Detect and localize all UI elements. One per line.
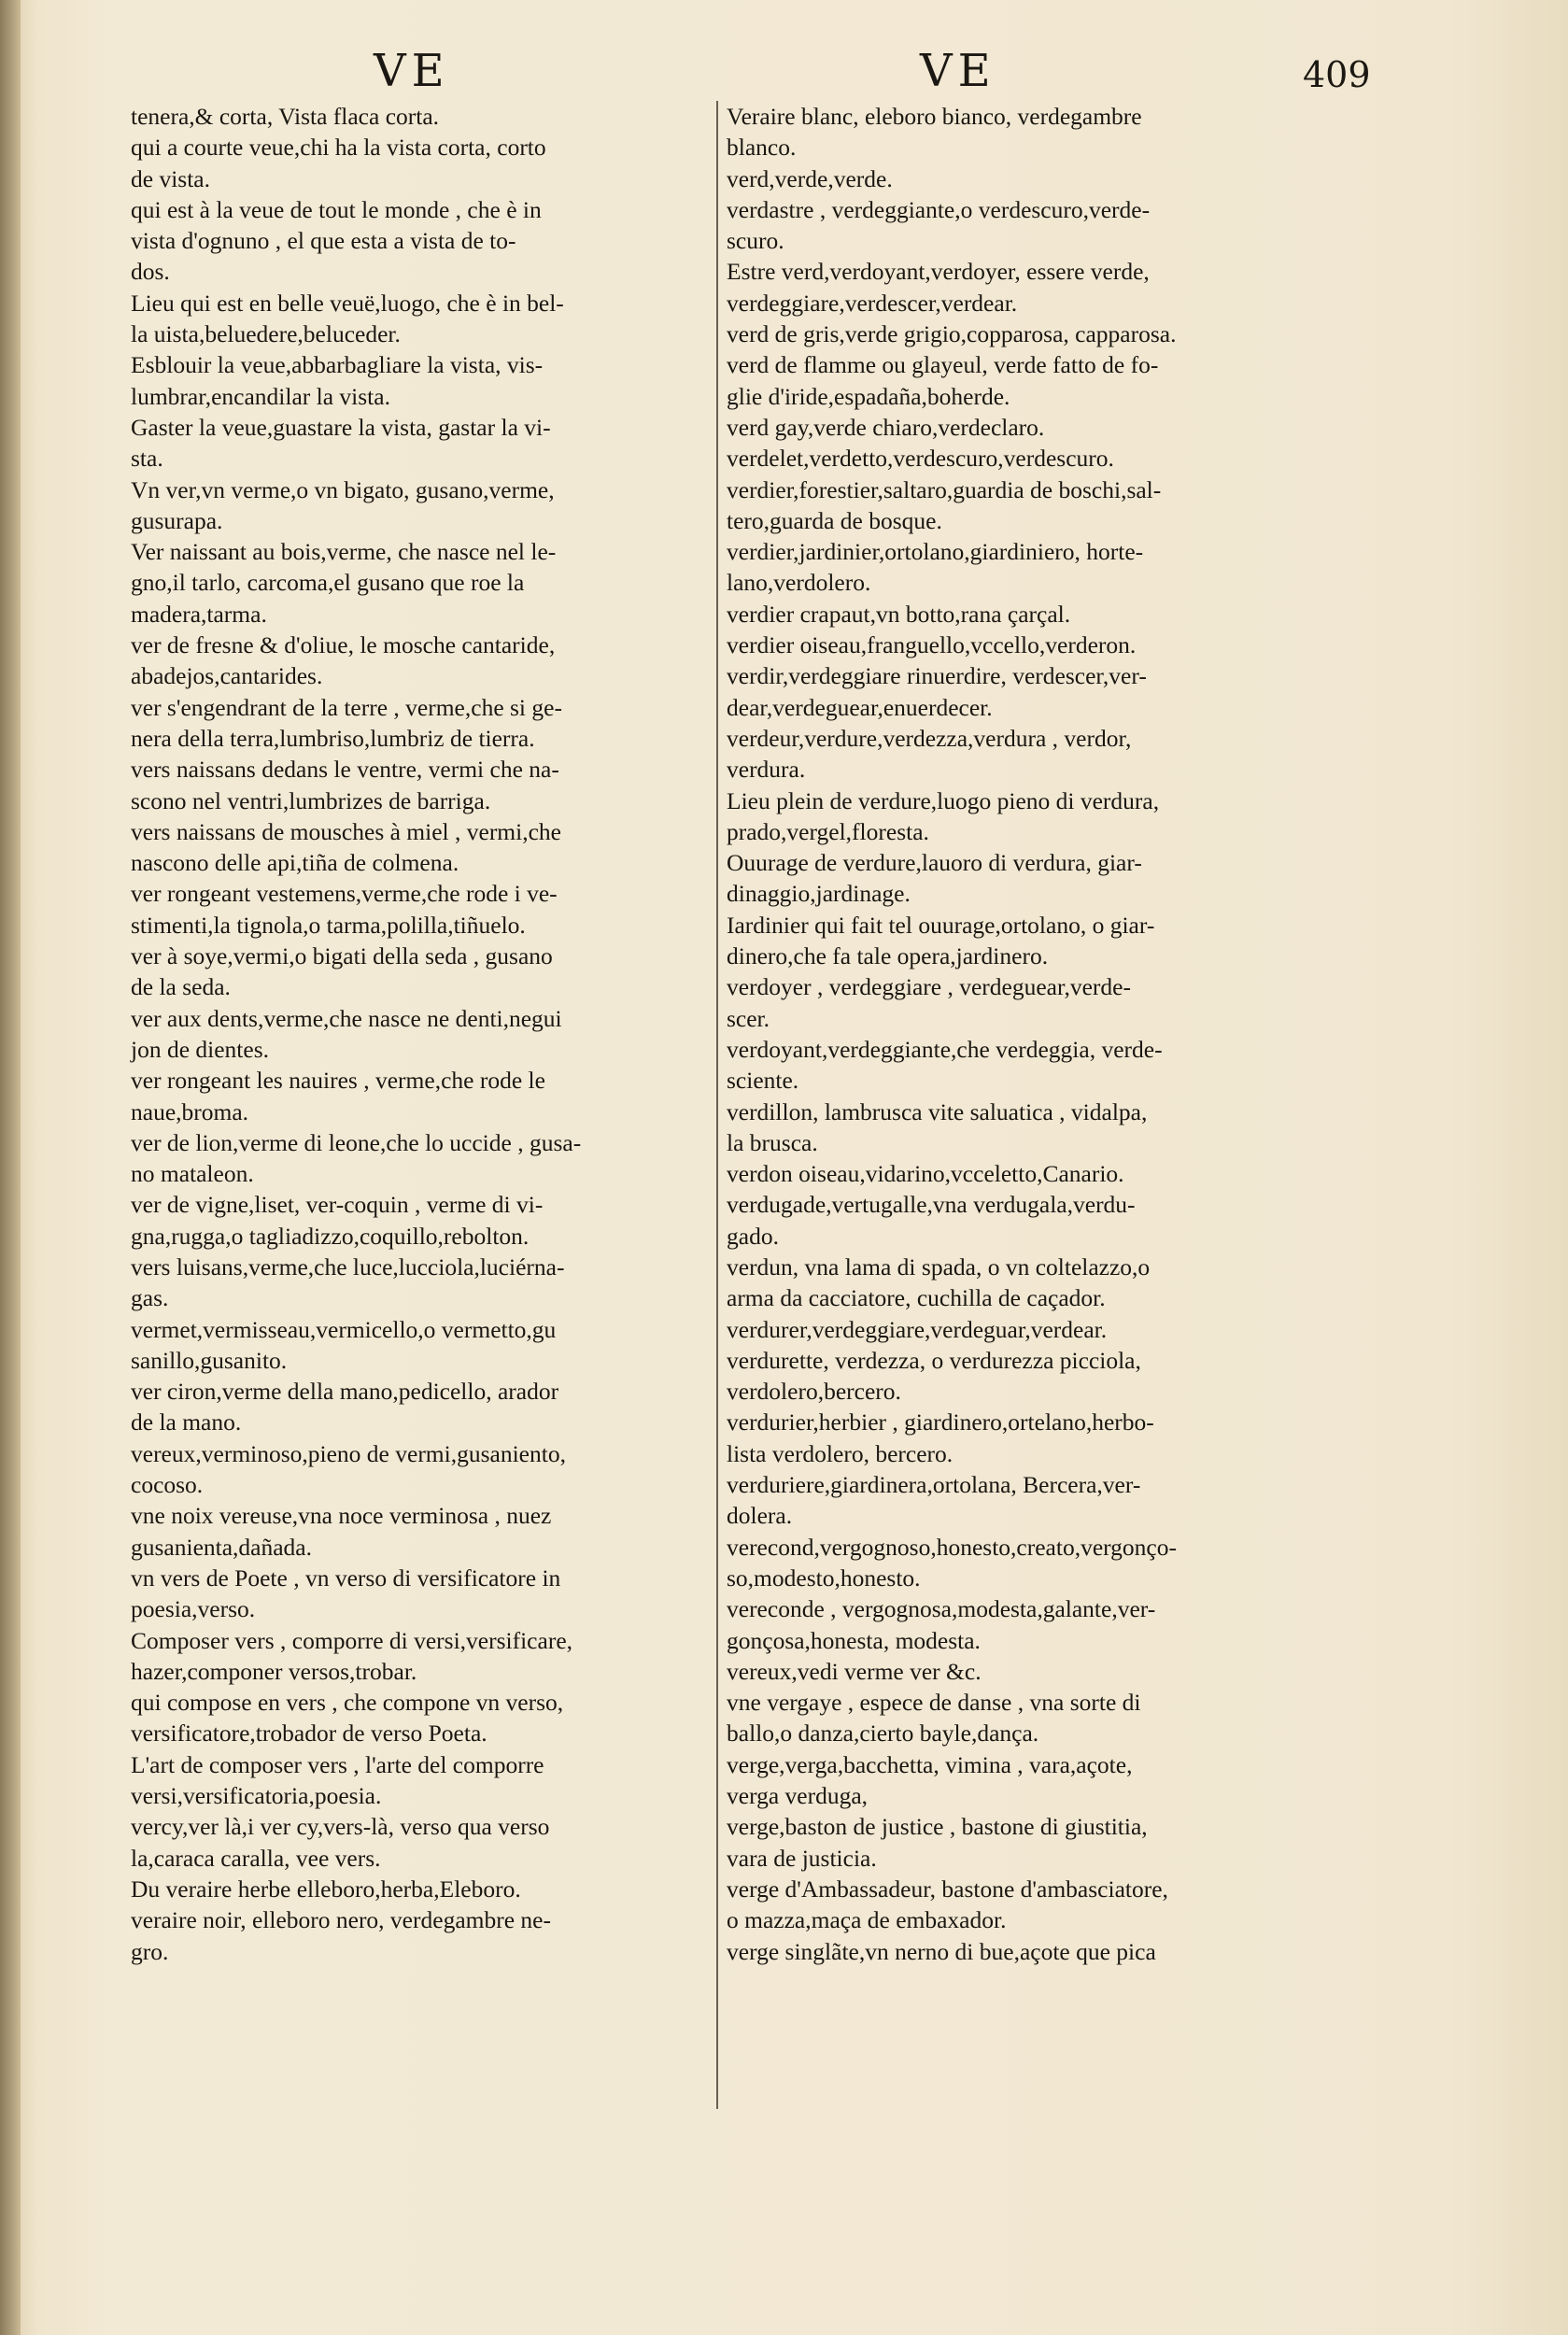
- dictionary-line: vereux,vedi verme ver &c.: [727, 1657, 982, 1685]
- dictionary-line: ver s'engendrant de la terre , verme,che si ge-: [131, 693, 562, 721]
- dictionary-line: verga verduga,: [727, 1782, 869, 1810]
- dictionary-line: verdun, vna lama di spada, o vn coltelazzo,o: [727, 1252, 1151, 1281]
- dictionary-line: verdastre , verdeggiante,o verdescuro,verde-: [727, 195, 1151, 223]
- dictionary-line: versificatore,trobador de verso Poeta.: [131, 1719, 487, 1748]
- dictionary-line: vista d'ognuno , el que esta a vista de to-: [131, 227, 516, 255]
- dictionary-line: Composer vers , comporre di versi,versificare,: [131, 1626, 573, 1654]
- dictionary-line: la,caraca caralla, vee vers.: [131, 1844, 381, 1872]
- dictionary-line: verdolero,bercero.: [727, 1378, 901, 1406]
- dictionary-line: dos.: [131, 258, 170, 286]
- dictionary-line: abadejos,cantarides.: [131, 662, 323, 690]
- dictionary-line: verdeur,verdure,verdezza,verdura , verdor,: [727, 724, 1132, 752]
- dictionary-line: tero,guarda de bosque.: [727, 506, 942, 534]
- dictionary-line: ballo,o danza,cierto bayle,dança.: [727, 1719, 1039, 1748]
- dictionary-line: stimenti,la tignola,o tarma,polilla,tiñuelo.: [131, 911, 526, 939]
- dictionary-line: cocoso.: [131, 1471, 204, 1499]
- dictionary-line: ver de fresne & d'oliue, le mosche cantaride,: [131, 631, 556, 659]
- dictionary-line: verd de gris,verde grigio,copparosa, capparosa.: [727, 320, 1177, 348]
- dictionary-line: jon de dientes.: [131, 1035, 270, 1063]
- dictionary-line: verdurer,verdeggiare,verdeguar,verdear.: [727, 1315, 1108, 1343]
- dictionary-line: verge singlãte,vn nerno di bue,açote que pica: [727, 1937, 1156, 1965]
- dictionary-line: scer.: [727, 1004, 770, 1032]
- dictionary-line: gna,rugga,o tagliadizzo,coquillo,rebolton.: [131, 1222, 530, 1250]
- dictionary-line: vne noix vereuse,vna noce verminosa , nuez: [131, 1502, 552, 1530]
- dictionary-line: ver aux dents,verme,che nasce ne denti,negui: [131, 1004, 562, 1032]
- dictionary-line: gado.: [727, 1222, 779, 1250]
- dictionary-line: vers naissans dedans le ventre, vermi che na-: [131, 756, 559, 784]
- dictionary-line: verdier,forestier,saltaro,guardia de boschi,sal-: [727, 475, 1162, 503]
- dictionary-line: la uista,beluedere,beluceder.: [131, 320, 401, 348]
- dictionary-line: dear,verdeguear,enuerdecer.: [727, 693, 993, 721]
- dictionary-line: vereconde , vergognosa,modesta,galante,ver-: [727, 1595, 1156, 1623]
- dictionary-line: verge,baston de justice , bastone di giustitia,: [727, 1813, 1148, 1841]
- dictionary-line: veraire noir, elleboro nero, verdegambre ne-: [131, 1906, 551, 1934]
- dictionary-line: gas.: [131, 1284, 169, 1312]
- dictionary-line: nera della terra,lumbriso,lumbriz de tierra.: [131, 724, 535, 752]
- dictionary-line: verdura.: [727, 756, 806, 784]
- dictionary-line: verdeggiare,verdescer,verdear.: [727, 289, 1018, 317]
- dictionary-line: hazer,componer versos,trobar.: [131, 1657, 417, 1685]
- dictionary-line: gonçosa,honesta, modesta.: [727, 1626, 981, 1654]
- dictionary-line: ver de lion,verme di leone,che lo uccide , gusa-: [131, 1128, 582, 1156]
- dictionary-line: vn vers de Poete , vn verso di versificatore in: [131, 1564, 561, 1592]
- dictionary-line: sciente.: [727, 1067, 799, 1095]
- dictionary-line: ver à soye,vermi,o bigati della seda , gusano: [131, 942, 553, 970]
- dictionary-line: vers naissans de mousches à miel , vermi,che: [131, 817, 561, 845]
- dictionary-line: lumbrar,encandilar la vista.: [131, 382, 390, 410]
- right-column: [727, 101, 1310, 1967]
- dictionary-line: verdoyant,verdeggiante,che verdeggia, verde-: [727, 1035, 1163, 1063]
- dictionary-line: Iardinier qui fait tel ouurage,ortolano, o giar-: [727, 911, 1155, 939]
- dictionary-line: qui a courte veue,chi ha la vista corta, corto: [131, 134, 546, 162]
- dictionary-line: Ouurage de verdure,lauoro di verdura, giar-: [727, 849, 1142, 877]
- dictionary-line: qui est à la veue de tout le monde , che è in: [131, 195, 542, 223]
- dictionary-line: scuro.: [727, 227, 784, 255]
- dictionary-line: vermet,vermisseau,vermicello,o vermetto,gu: [131, 1315, 557, 1343]
- dictionary-line: vne vergaye , espece de danse , vna sorte di: [727, 1689, 1141, 1717]
- dictionary-line: qui compose en vers , che compone vn verso,: [131, 1689, 564, 1717]
- dictionary-line: naue,broma.: [131, 1097, 249, 1125]
- dictionary-line: verdugade,vertugalle,vna verdugala,verdu-: [727, 1191, 1136, 1219]
- dictionary-line: Esblouir la veue,abbarbagliare la vista, vis-: [131, 351, 544, 379]
- dictionary-line: verecond,vergognoso,honesto,creato,vergonço-: [727, 1533, 1177, 1561]
- dictionary-line: verd de flamme ou glayeul, verde fatto de fo-: [727, 351, 1159, 379]
- dictionary-line: verdier,jardinier,ortolano,giardiniero, horte-: [727, 538, 1144, 566]
- dictionary-line: vereux,verminoso,pieno de vermi,gusaniento,: [131, 1439, 566, 1467]
- dictionary-line: gro.: [131, 1937, 169, 1965]
- dictionary-line: gusanienta,dañada.: [131, 1533, 313, 1561]
- dictionary-line: verdurier,herbier , giardinero,ortelano,herbo-: [727, 1408, 1154, 1436]
- dictionary-line: lano,verdolero.: [727, 569, 871, 597]
- dictionary-line: verdelet,verdetto,verdescuro,verdescuro.: [727, 445, 1114, 473]
- dictionary-line: Lieu qui est en belle veuë,luogo, che è in bel-: [131, 289, 564, 317]
- dictionary-line: ver ciron,verme della mano,pedicello, arador: [131, 1378, 559, 1406]
- dictionary-line: verdoyer , verdeggiare , verdeguear,verde-: [727, 973, 1131, 1001]
- running-head-left: VE: [374, 45, 450, 97]
- dictionary-line: madera,tarma.: [131, 600, 267, 628]
- dictionary-line: Du veraire herbe elleboro,herba,Eleboro.: [131, 1875, 521, 1903]
- dictionary-line: ver rongeant les nauires , verme,che rode le: [131, 1067, 545, 1095]
- dictionary-line: Gaster la veue,guastare la vista, gastar la vi-: [131, 413, 551, 441]
- dictionary-line: verdier oiseau,franguello,vccello,verderon.: [727, 631, 1137, 659]
- dictionary-line: so,modesto,honesto.: [727, 1564, 921, 1592]
- dictionary-line: nascono delle api,tiña de colmena.: [131, 849, 459, 877]
- dictionary-line: Vn ver,vn verme,o vn bigato, gusano,verme,: [131, 475, 555, 503]
- dictionary-line: scono nel ventri,lumbrizes de barriga.: [131, 786, 491, 814]
- dictionary-line: de la seda.: [131, 973, 231, 1001]
- dictionary-line: la brusca.: [727, 1128, 818, 1156]
- dictionary-line: verge d'Ambassadeur, bastone d'ambasciatore,: [727, 1875, 1168, 1903]
- dictionary-line: versi,versificatoria,poesia.: [131, 1782, 382, 1810]
- dictionary-line: de vista.: [131, 164, 210, 192]
- dictionary-line: gno,il tarlo, carcoma,el gusano que roe la: [131, 569, 525, 597]
- dictionary-line: gusurapa.: [131, 506, 223, 534]
- dictionary-line: de la mano.: [131, 1408, 242, 1436]
- book-spine: [0, 0, 21, 2335]
- dictionary-line: ver de vigne,liset, ver-coquin , verme di vi-: [131, 1191, 544, 1219]
- dictionary-line: verdon oiseau,vidarino,vcceletto,Canario.: [727, 1160, 1124, 1188]
- column-divider: [716, 101, 718, 2109]
- left-column: [131, 101, 710, 1967]
- dictionary-line: verdir,verdeggiare rinuerdire, verdescer,ver-: [727, 662, 1147, 690]
- dictionary-line: lista verdolero, bercero.: [727, 1439, 954, 1467]
- dictionary-line: prado,vergel,floresta.: [727, 817, 929, 845]
- dictionary-line: ver rongeant vestemens,verme,che rode i ve-: [131, 880, 558, 908]
- dictionary-line: verge,verga,bacchetta, vimina , vara,açote,: [727, 1750, 1133, 1778]
- dictionary-line: vara de justicia.: [727, 1844, 877, 1872]
- dictionary-line: verd,verde,verde.: [727, 164, 893, 192]
- dictionary-line: verdillon, lambrusca vite saluatica , vidalpa,: [727, 1097, 1148, 1125]
- dictionary-line: Veraire blanc, eleboro bianco, verdegambre: [727, 103, 1142, 130]
- running-head-right: VE: [920, 45, 996, 97]
- dictionary-line: dinaggio,jardinage.: [727, 880, 911, 908]
- dictionary-line: verd gay,verde chiaro,verdeclaro.: [727, 413, 1045, 441]
- dictionary-line: poesia,verso.: [131, 1595, 256, 1623]
- dictionary-line: sta.: [131, 445, 163, 473]
- dictionary-line: verduriere,giardinera,ortolana, Bercera,ver-: [727, 1471, 1141, 1499]
- dictionary-line: glie d'iride,espadaña,boherde.: [727, 382, 1010, 410]
- dictionary-line: arma da cacciatore, cuchilla de caçador.: [727, 1284, 1106, 1312]
- dictionary-line: L'art de composer vers , l'arte del comporre: [131, 1750, 544, 1778]
- dictionary-line: Ver naissant au bois,verme, che nasce nel le-: [131, 538, 557, 566]
- dictionary-line: no mataleon.: [131, 1160, 254, 1188]
- dictionary-line: sanillo,gusanito.: [131, 1346, 288, 1374]
- dictionary-line: verdurette, verdezza, o verdurezza picciola,: [727, 1346, 1141, 1374]
- dictionary-line: dinero,che fa tale opera,jardinero.: [727, 942, 1049, 970]
- dictionary-line: blanco.: [727, 134, 797, 162]
- page-number: 409: [1303, 54, 1371, 95]
- dictionary-line: vers luisans,verme,che luce,lucciola,luciérna-: [131, 1252, 565, 1281]
- dictionary-line: Lieu plein de verdure,luogo pieno di verdura,: [727, 786, 1160, 814]
- dictionary-line: Estre verd,verdoyant,verdoyer, essere verde,: [727, 258, 1150, 286]
- dictionary-line: dolera.: [727, 1502, 793, 1530]
- dictionary-line: tenera,& corta, Vista flaca corta.: [131, 103, 440, 130]
- dictionary-line: vercy,ver là,i ver cy,vers-là, verso qua verso: [131, 1813, 550, 1841]
- dictionary-line: o mazza,maça de embaxador.: [727, 1906, 1007, 1934]
- dictionary-line: verdier crapaut,vn botto,rana çarçal.: [727, 600, 1071, 628]
